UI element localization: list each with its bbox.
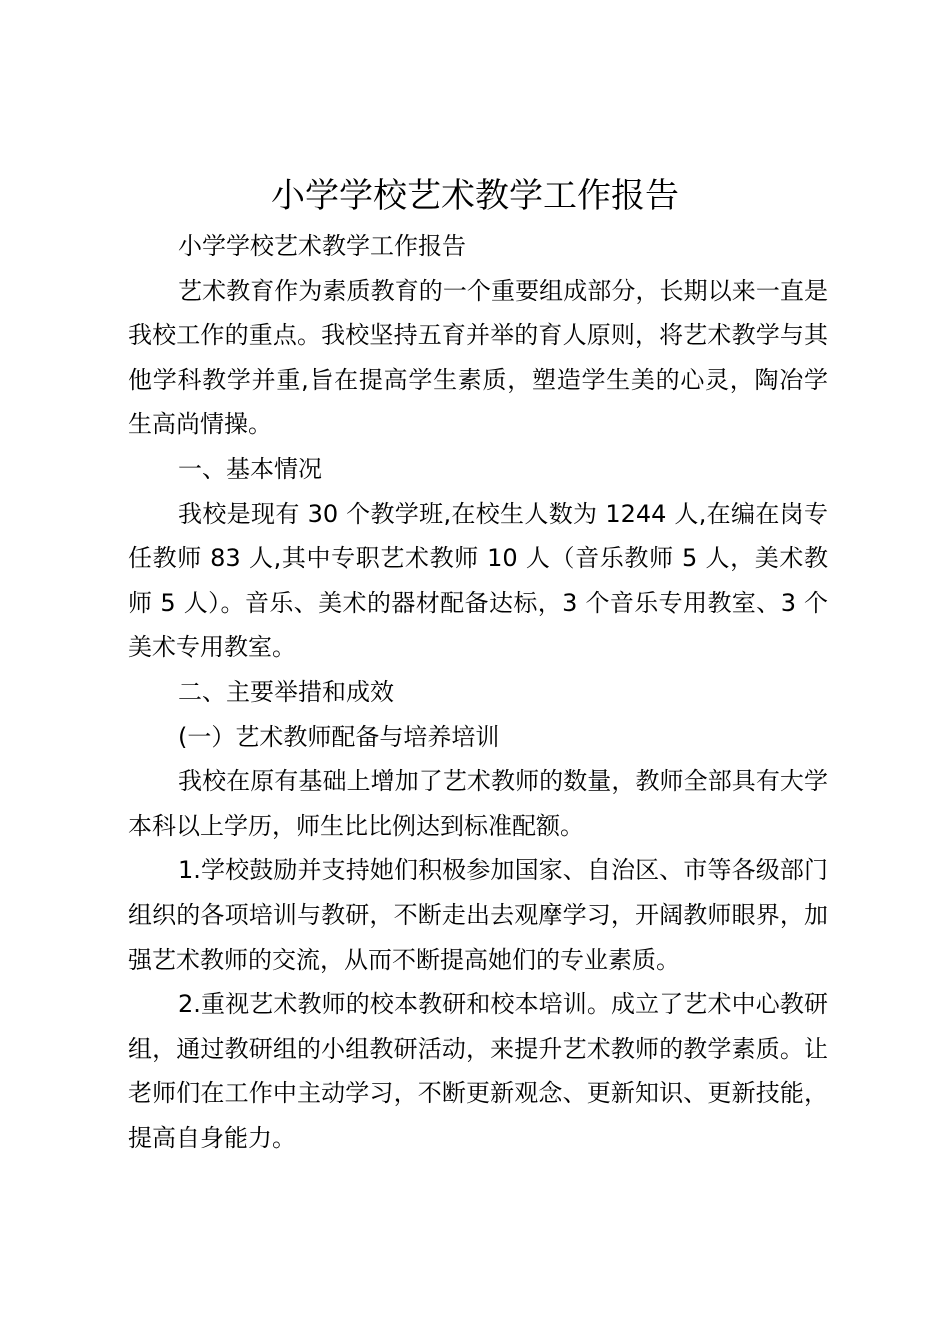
basic-situation-paragraph: 我校是现有 30 个教学班,在校生人数为 1244 人,在编在岗专任教师 83 人,其中专职艺术教师 10 人（音乐教师 5 人，美术教师 5 人）。音乐、美术的器材配备达标，3 个音乐专用教室、3 个美术专用教室。 [128, 499, 828, 662]
subtitle-paragraph: 小学学校艺术教学工作报告 [178, 232, 466, 260]
section-heading-measures: 二、主要举措和成效 [178, 677, 394, 706]
section-heading-basic-situation: 一、基本情况 [178, 454, 322, 483]
teacher-staffing-paragraph: 我校在原有基础上增加了艺术教师的数量，教师全部具有大学本科以上学历，师生比比例达到标准配额。 [128, 767, 828, 840]
training-item-1: 1.学校鼓励并支持她们积极参加国家、自治区、市等各级部门组织的各项培训与教研，不断走出去观摩学习，开阔教师眼界，加强艺术教师的交流，从而不断提高她们的专业素质。 [128, 856, 828, 974]
intro-paragraph: 艺术教育作为素质教育的一个重要组成部分，长期以来一直是我校工作的重点。我校坚持五育并举的育人原则，将艺术教学与其他学科教学并重,旨在提高学生素质，塑造学生美的心灵，陶冶学生高尚情操。 [128, 276, 828, 439]
document-title: 小学学校艺术教学工作报告 [271, 176, 679, 216]
document-body [128, 224, 828, 1160]
training-item-2: 2.重视艺术教师的校本教研和校本培训。成立了艺术中心教研组，通过教研组的小组教研活动，来提升艺术教师的教学素质。让老师们在工作中主动学习，不断更新观念、更新知识、更新技能，提高自身能力。 [128, 990, 828, 1152]
subsection-heading-teacher-training: (一）艺术教师配备与培养培训 [178, 722, 500, 751]
